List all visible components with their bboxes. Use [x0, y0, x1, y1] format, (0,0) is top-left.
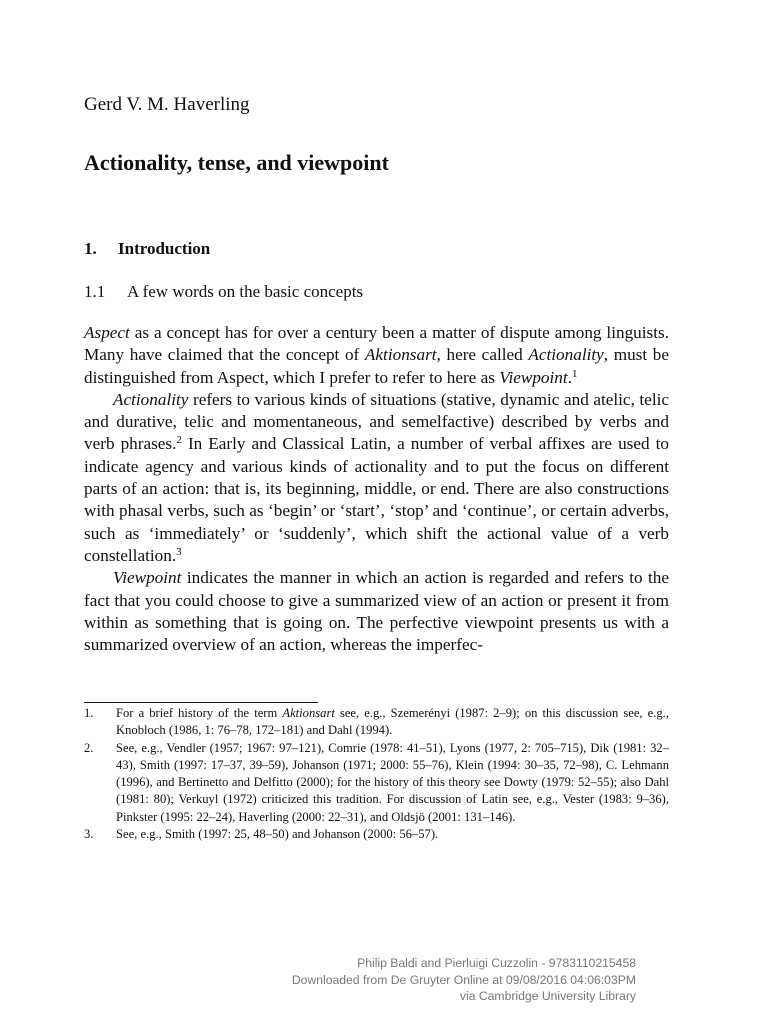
- download-line: via Cambridge University Library: [459, 989, 636, 1003]
- footnote-ref[interactable]: 3: [176, 545, 182, 558]
- section-number: 1.: [84, 239, 97, 258]
- footnote: [84, 740, 669, 826]
- subsection-title: A few words on the basic concepts: [127, 282, 364, 301]
- paragraph: Aspect as a concept has for over a century been a matter of dispute among linguists. Many have claimed that the concept of Aktionsart, here called Actionality, must be distinguished from Aspect, which I prefer to refer to here as Viewpoint.$^1$: [84, 323, 669, 387]
- subsection-number: 1.1: [84, 282, 106, 301]
- footnote-number: 1.: [84, 706, 94, 720]
- download-line: Philip Baldi and Pierluigi Cuzzolin - 9783110215458: [357, 956, 636, 970]
- footnote: [84, 705, 669, 740]
- footnote: [84, 826, 669, 843]
- section-heading: [84, 238, 210, 260]
- footnote-ref[interactable]: 2: [176, 434, 182, 447]
- footnote-text: See, e.g., Smith (1997: 25, 48–50) and Johanson (2000: 56–57).: [116, 827, 439, 842]
- subsection-heading: [84, 281, 363, 303]
- footnote-text: For a brief history of the term Aktionsart see, e.g., Szemerényi (1987: 2–9); on this discussion see, e.g., Knobloch (1986, 1: 76–78, 172–181) and Dahl (1994).: [116, 706, 669, 738]
- footnote-number: 2.: [84, 740, 94, 755]
- section-title: Introduction: [118, 239, 211, 258]
- paragraph: Actionality refers to various kinds of situations (stative, dynamic and atelic, telic and durative, telic and momentaneous, and semelfactive) described by verbs and verb phrases.$^2$ In Early and Classical Latin, a number of verbal affixes are used to indicate agency and various kinds of actionality and to put the focus on different parts of an action: that is, its beginning, middle, or end. There are also constructions with phasal verbs, such as ‘begin’ or ‘start’, ‘stop’ and ‘continue’, or certain adverbs, such as ‘immediately’ or ‘suddenly’, which shift the actional value of a verb constellation.$^3$: [84, 389, 669, 565]
- download-watermark: [292, 955, 636, 1005]
- chapter-title: Actionality, tense, and viewpoint: [84, 150, 389, 175]
- body-text: [84, 322, 669, 656]
- footnote-ref[interactable]: 1: [571, 367, 578, 380]
- footnotes: [84, 705, 669, 843]
- footnote-text: See, e.g., Vendler (1957; 1967: 97–121), Comrie (1978: 41–51), Lyons (1977, 2: 705–715), Dik (1981: 32–43), Smith (1997: 17–37, 39–59), Johanson (1971; 2000: 55–76), Klein (1994: 30–35, 72–98), C. Lehmann (1996), and Bertinetto and Delfitto (2000); for the history of this theory see Dowty (1979: 52–55); also Dahl (1981: 80); Verkuyl (1972) criticized this tradition. For discussion of Latin see, e.g., Vester (1983: 9–36), Pinkster (1995: 22–24), Haverling (2000: 22–31), and Oldsjö (2001: 131–146).: [116, 740, 669, 824]
- author-name: Gerd V. M. Haverling: [84, 94, 250, 115]
- footnote-number: 3.: [84, 827, 94, 842]
- paragraph: Viewpoint indicates the manner in which an action is regarded and refers to the fact that you could choose to give a summarized view of an action or present it from within as something that is going on. The perfective viewpoint presents us with a summarized overview of an action, whereas the imperfec-: [84, 568, 669, 655]
- download-line: Downloaded from De Gruyter Online at 09/08/2016 04:06:03PM: [291, 972, 636, 987]
- footnote-divider: [84, 702, 318, 703]
